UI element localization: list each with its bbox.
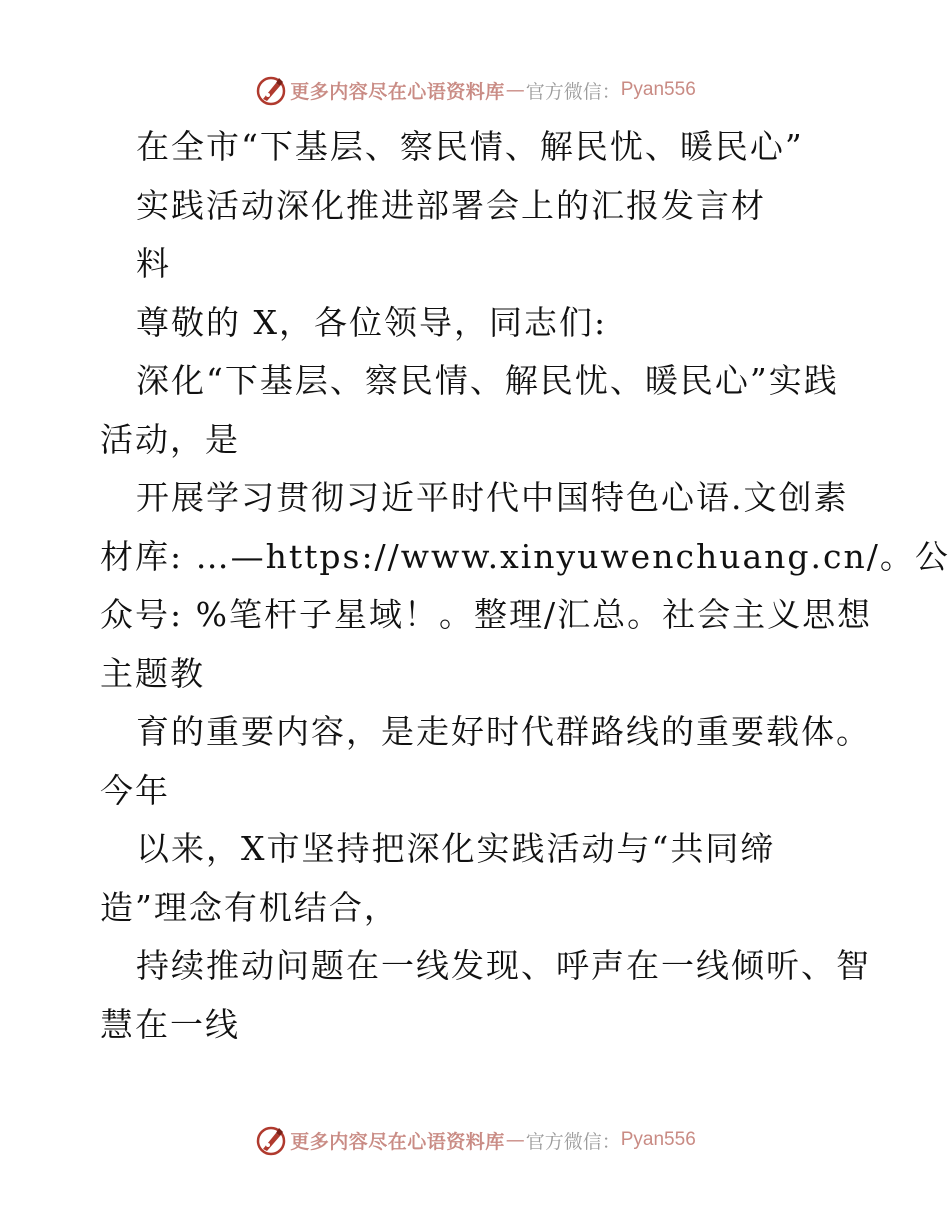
paragraph-line: 持续推动问题在一线发现、呼声在一线倾听、智 xyxy=(136,946,871,985)
footer-banner-subtitle: 官方微信： xyxy=(525,1130,621,1153)
pen-logo-icon xyxy=(254,73,288,107)
header-banner-dash: — xyxy=(505,79,525,101)
paragraph-line: 育的重要内容，是走好时代群路线的重要载体。 xyxy=(136,712,871,751)
pen-logo-icon xyxy=(254,1123,288,1157)
document-body xyxy=(100,118,950,1054)
header-banner-title: 更多内容尽在心语资料库 xyxy=(290,80,505,103)
paragraph-line: 活动，是 xyxy=(100,419,240,459)
paragraph-line: 以来，X市坚持把深化实践活动与“共同缔 xyxy=(136,829,776,868)
paragraph-line: 材库: …—https://www.xinyuwenchuang.cn/。公 xyxy=(100,536,950,576)
footer-banner-dash: — xyxy=(505,1129,525,1151)
paragraph-line: 造”理念有机结合， xyxy=(100,887,399,927)
paragraph-line: 主题教 xyxy=(100,653,205,693)
salutation: 尊敬的 X，各位领导，同志们: xyxy=(136,302,608,342)
title-line-1: 在全市“下基层、察民情、解民忧、暖民心” xyxy=(136,127,804,166)
title-line-3: 料 xyxy=(136,244,171,283)
paragraph-line: 众号: %笔杆子星域！。整理/汇总。社会主义思想 xyxy=(100,595,873,634)
title-line-2: 实践活动深化推进部署会上的汇报发言材 xyxy=(136,185,766,225)
footer-banner xyxy=(0,1120,950,1160)
footer-banner-title: 更多内容尽在心语资料库 xyxy=(290,1130,505,1153)
header-banner-wechat-id: Pyan556 xyxy=(620,79,696,100)
footer-banner-wechat-id: Pyan556 xyxy=(620,1129,696,1150)
paragraph-line: 深化“下基层、察民情、解民忧、暖民心”实践 xyxy=(136,361,839,400)
header-banner xyxy=(0,70,950,110)
paragraph-line: 今年 xyxy=(100,770,170,810)
paragraph-line: 慧在一线 xyxy=(100,1004,240,1044)
header-banner-subtitle: 官方微信： xyxy=(525,80,621,103)
paragraph-line: 开展学习贯彻习近平时代中国特色心语.文创素 xyxy=(136,478,849,517)
